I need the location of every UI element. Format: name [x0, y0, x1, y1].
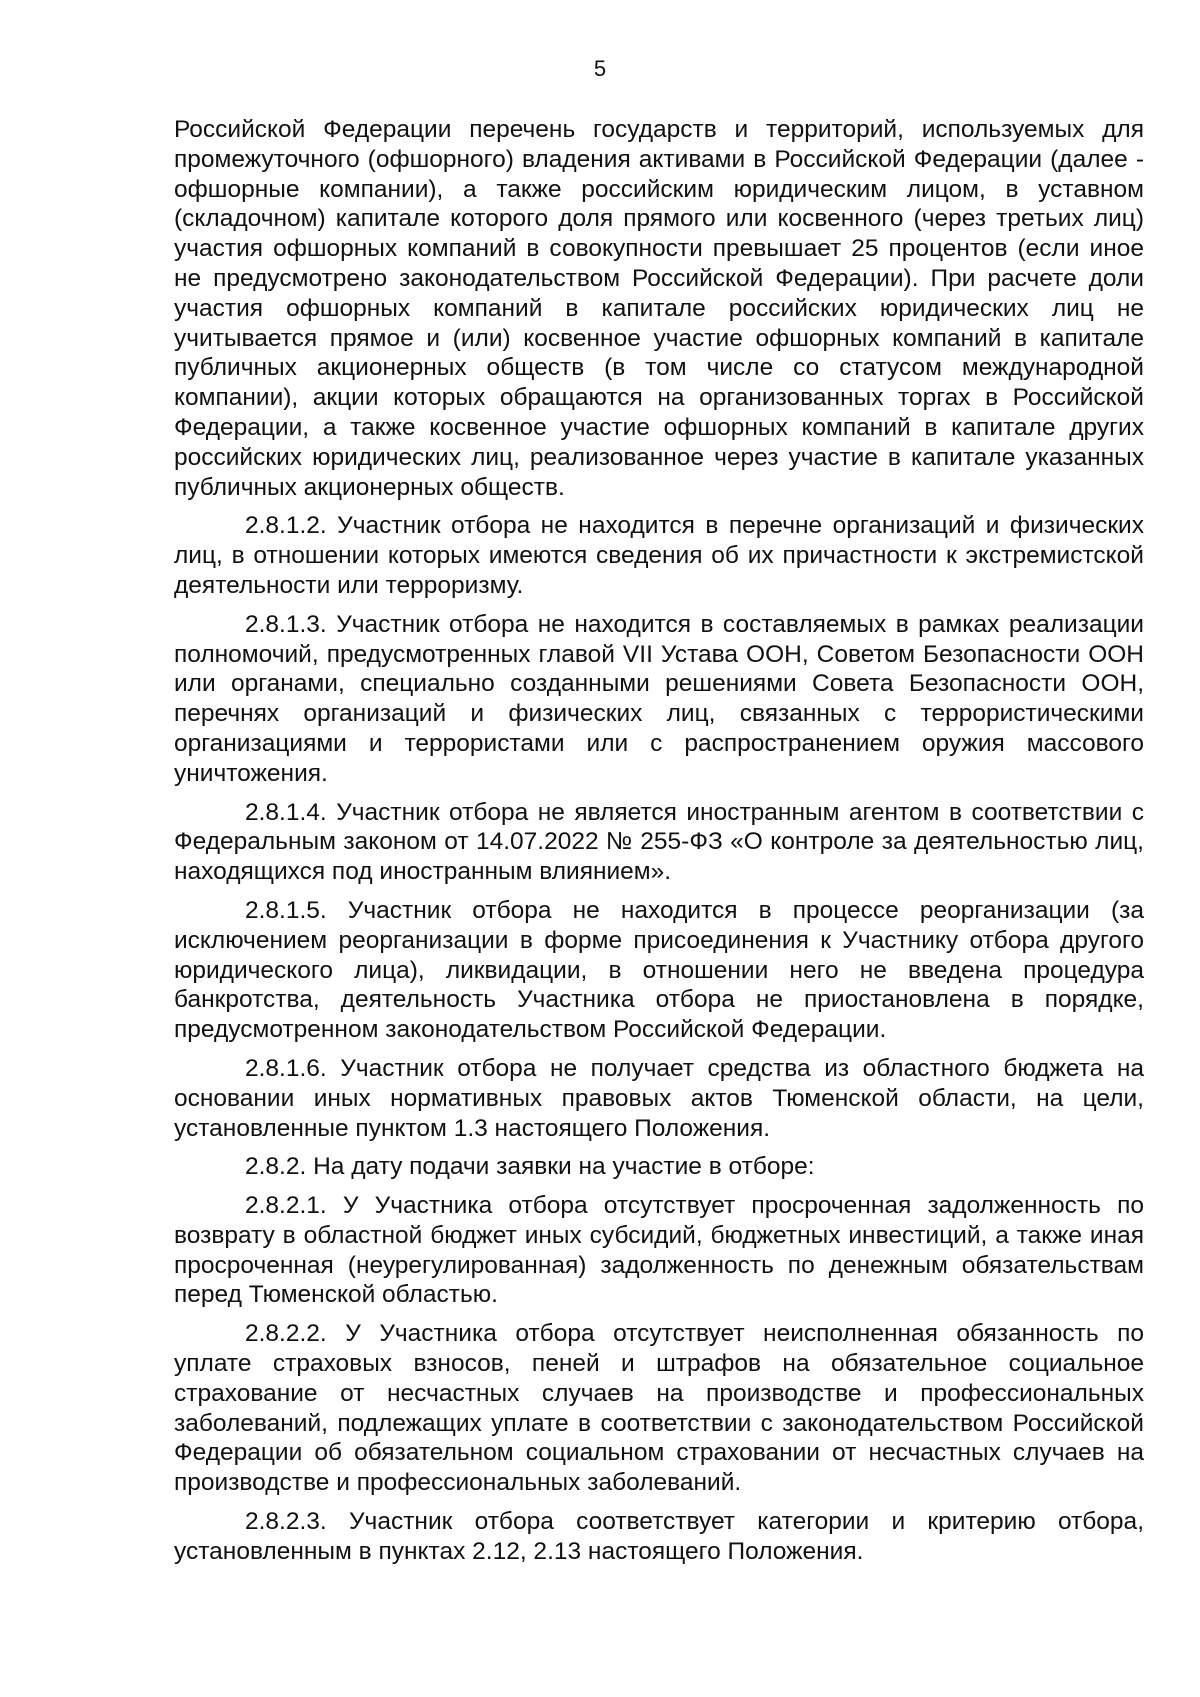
- paragraph-2-8-1-3: 2.8.1.3. Участник отбора не находится в составляемых в рамках реализации полномочий, предусмотренных главой VII Устава ООН, Советом Безопасности ООН или органами, специально созданными решениями Совета Безопасности ООН, перечнях организаций и физических лиц, связанных с террористическими организациями и террористами или с распространением оружия массового уничтожения.: [174, 610, 1144, 787]
- paragraph-2-8-1-6: 2.8.1.6. Участник отбора не получает средства из областного бюджета на основании иных нормативных правовых актов Тюменской области, на цели, установленные пунктом 1.3 настоящего Положения.: [174, 1054, 1144, 1142]
- paragraph-2-8-2-2: 2.8.2.2. У Участника отбора отсутствует неисполненная обязанность по уплате страховых взносов, пеней и штрафов на обязательное социальное страхование от несчастных случаев на производстве и профессиональных заболеваний, подлежащих уплате в соответствии с законодательством Российской Федерации об обязательном социальном страховании от несчастных случаев на производстве и профессиональных заболеваний.: [174, 1320, 1144, 1497]
- document-body: [174, 115, 1144, 1576]
- paragraph-2-8-2-1: 2.8.2.1. У Участника отбора отсутствует просроченная задолженность по возврату в областной бюджет иных субсидий, бюджетных инвестиций, а также иная просроченная (неурегулированная) задолженность по денежным обязательствам перед Тюменской областью.: [174, 1192, 1144, 1309]
- page-number: 5: [593, 56, 607, 81]
- paragraph-2-8-1-2: 2.8.1.2. Участник отбора не находится в перечне организаций и физических лиц, в отношении которых имеются сведения об их причастности к экстремистской деятельности или терроризму.: [174, 512, 1144, 599]
- paragraph-2-8-2-3: 2.8.2.3. Участник отбора соответствует категории и критерию отбора, установленным в пунктах 2.12, 2.13 настоящего Положения.: [174, 1508, 1144, 1565]
- paragraph-2-8-2: 2.8.2. На дату подачи заявки на участие в отборе:: [245, 1153, 815, 1181]
- paragraph-2-8-1-5: 2.8.1.5. Участник отбора не находится в процессе реорганизации (за исключением реорганизации в форме присоединения к Участнику отбора другого юридического лица), ликвидации, в отношении него не введена процедура банкротства, деятельность Участника отбора не приостановлена в порядке, предусмотренном законодательством Российской Федерации.: [174, 896, 1144, 1044]
- paragraph-2-8-1-4: 2.8.1.4. Участник отбора не является иностранным агентом в соответствии с Федеральным законом от 14.07.2022 № 255-ФЗ «О контроле за деятельностью лиц, находящихся под иностранным влиянием».: [174, 798, 1144, 886]
- paragraph-continuation: Российской Федерации перечень государств и территорий, используемых для промежуточного (офшорного) владения активами в Российской Федерации (далее - офшорные компании), а также российским юридическим лицом, в уставном (складочном) капитале которого доля прямого или косвенного (через третьих лиц) участия офшорных компаний в совокупности превышает 25 процентов (если иное не предусмотрено законодательством Российской Федерации). При расчете доли участия офшорных компаний в капитале российских юридических лиц не учитывается прямое и (или) косвенное участие офшорных компаний в капитале публичных акционерных обществ (в том числе со статусом международной компании), акции которых обращаются на организованных торгах в Российской Федерации, а также косвенное участие офшорных компаний в капитале других российских юридических лиц, реализованное через участие в капитале указанных публичных акционерных обществ.: [174, 116, 1144, 501]
